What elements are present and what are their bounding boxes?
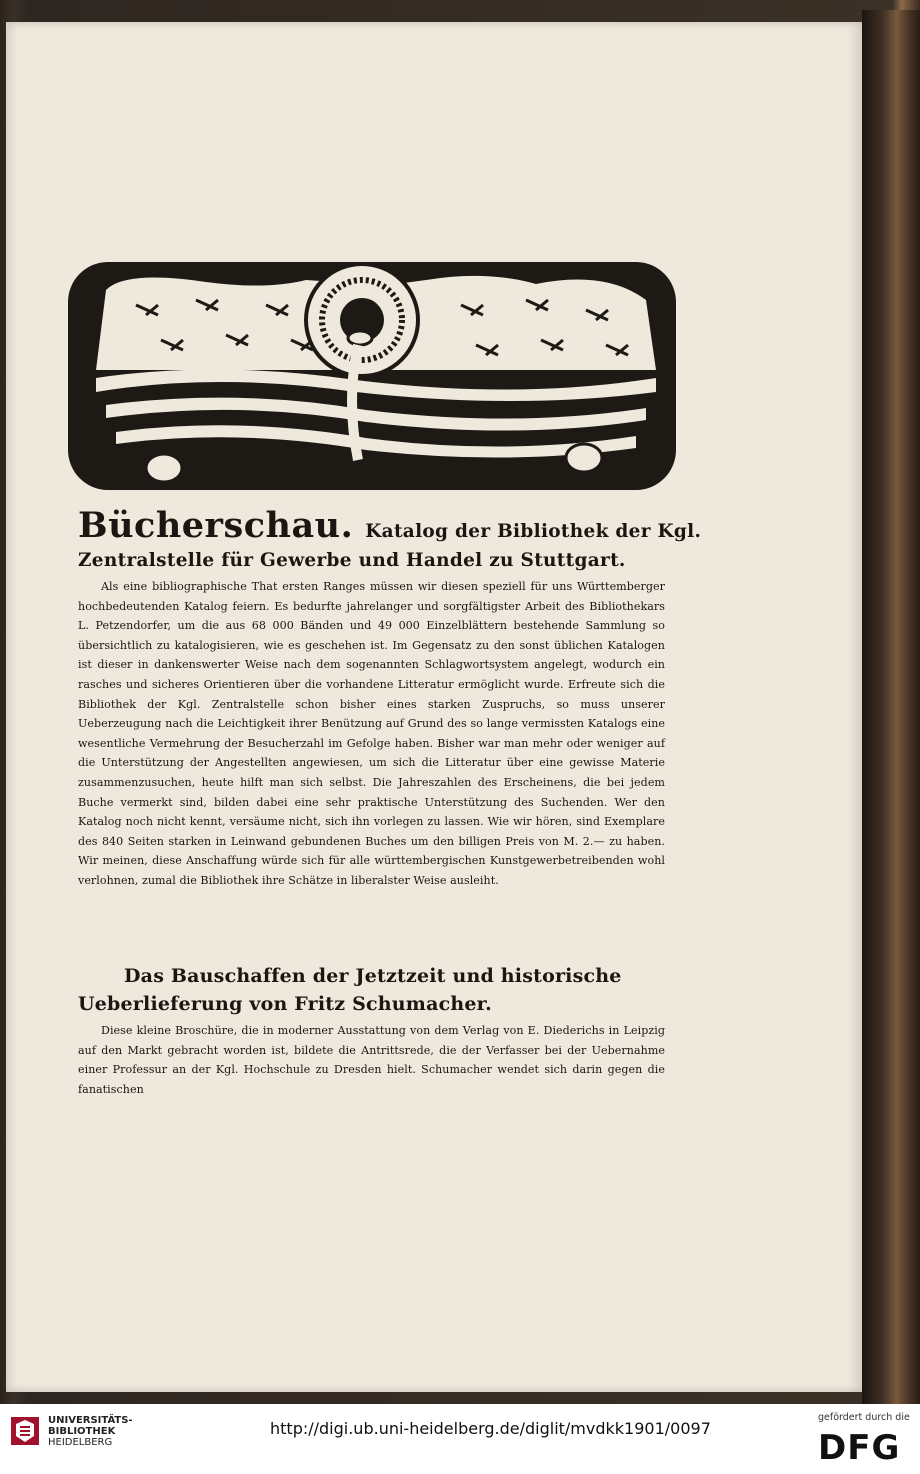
book-spine <box>862 10 920 1404</box>
flower-bud-left <box>146 454 182 482</box>
library-name-line3: HEIDELBERG <box>48 1437 113 1448</box>
permalink-url[interactable]: http://digi.ub.uni-heidelberg.de/diglit/mvdkk1901/0097 <box>270 1419 711 1438</box>
digitization-footer <box>0 1404 920 1474</box>
section-heading: Bücherschau. <box>78 505 354 546</box>
review1-body-text: Als eine bibliographische That ersten Ranges müssen wir diesen speziell für uns Württemberger hochbedeutenden Katalog feiern. Es bedurfte jahrelanger und sorgfältigster Arbeit des Bibliothekars L. Petzendorfer, um die aus 68 000 Bänden und 49 000 Einzelblättern bestehende Sammlung so übersichtlich zu katalogisieren, wie es geschehen ist. Im Gegensatz zu den sonst üblichen Katalogen ist dieser in dankenswerter Weise nach dem sogenannten Schlagwortsystem angelegt, wodurch ein rasches und sicheres Orientieren über die vorhandene Litteratur ermöglicht wurde. Erfreute sich die Bibliothek der Kgl. Zentralstelle schon bisher eines starken Zuspruchs, so muss unserer Ueberzeugung nach die Leichtigkeit ihrer Benützung auf Grund des so lange vermissten Katalogs eine wesentliche Vermehrung der Besucherzahl im Gefolge haben. Bisher war man mehr oder weniger auf die Unterstützung der Angestellten angewiesen, um sich die Litteratur über eine gewisse Materie zusammenzusuchen, heute hilft man sich selbst. Die Jahreszahlen des Erscheinens, die bei jedem Buche vermerkt sind, bilden dabei eine sehr praktische Unterstützung des Suchenden. Wer den Katalog noch nicht kennt, versäume nicht, sich ihn vorlegen zu lassen. Wie wir hören, sind Exemplare des 840 Seiten starken in Leinwand gebundenen Buches um den billigen Preis von M. 2.— zu haben. Wir meinen, diese Anschaffung würde sich für alle württembergischen Kunstgewerbetreibenden wohl verlohnen, zumal die Bibliothek ihre Schätze in liberalster Weise ausleiht. <box>78 580 665 887</box>
review1-header <box>78 505 702 571</box>
review2-body-text: Diese kleine Broschüre, die in moderner Ausstattung von dem Verlag von E. Diederichs in Leipzig auf den Markt gebracht worden ist, bildete die Antrittsrede, die der Verfasser bei der Uebernahme einer Professur an der Kgl. Hochschule zu Dresden hielt. Schumacher wendet sich darin gegen die fanatischen <box>78 1024 665 1096</box>
dandelion-landscape-vignette <box>66 260 678 492</box>
review1-title-part2: Zentralstelle für Gewerbe und Handel zu Stuttgart. <box>78 550 626 571</box>
library-name <box>48 1415 133 1448</box>
library-name-line2: BIBLIOTHEK <box>48 1426 116 1437</box>
funding-note: gefördert durch die <box>818 1412 910 1423</box>
dfg-logo: DFG <box>818 1428 901 1468</box>
review2-title: Das Bauschaffen der Jetztzeit und historische Ueberlieferung von Fritz Schumacher. <box>78 965 622 1015</box>
university-seal-icon <box>10 1416 40 1446</box>
library-name-line1: UNIVERSITÄTS- <box>48 1415 133 1426</box>
review1-title-part1: Katalog der Bibliothek der Kgl. <box>365 521 702 542</box>
flower-bud-right <box>566 444 602 472</box>
